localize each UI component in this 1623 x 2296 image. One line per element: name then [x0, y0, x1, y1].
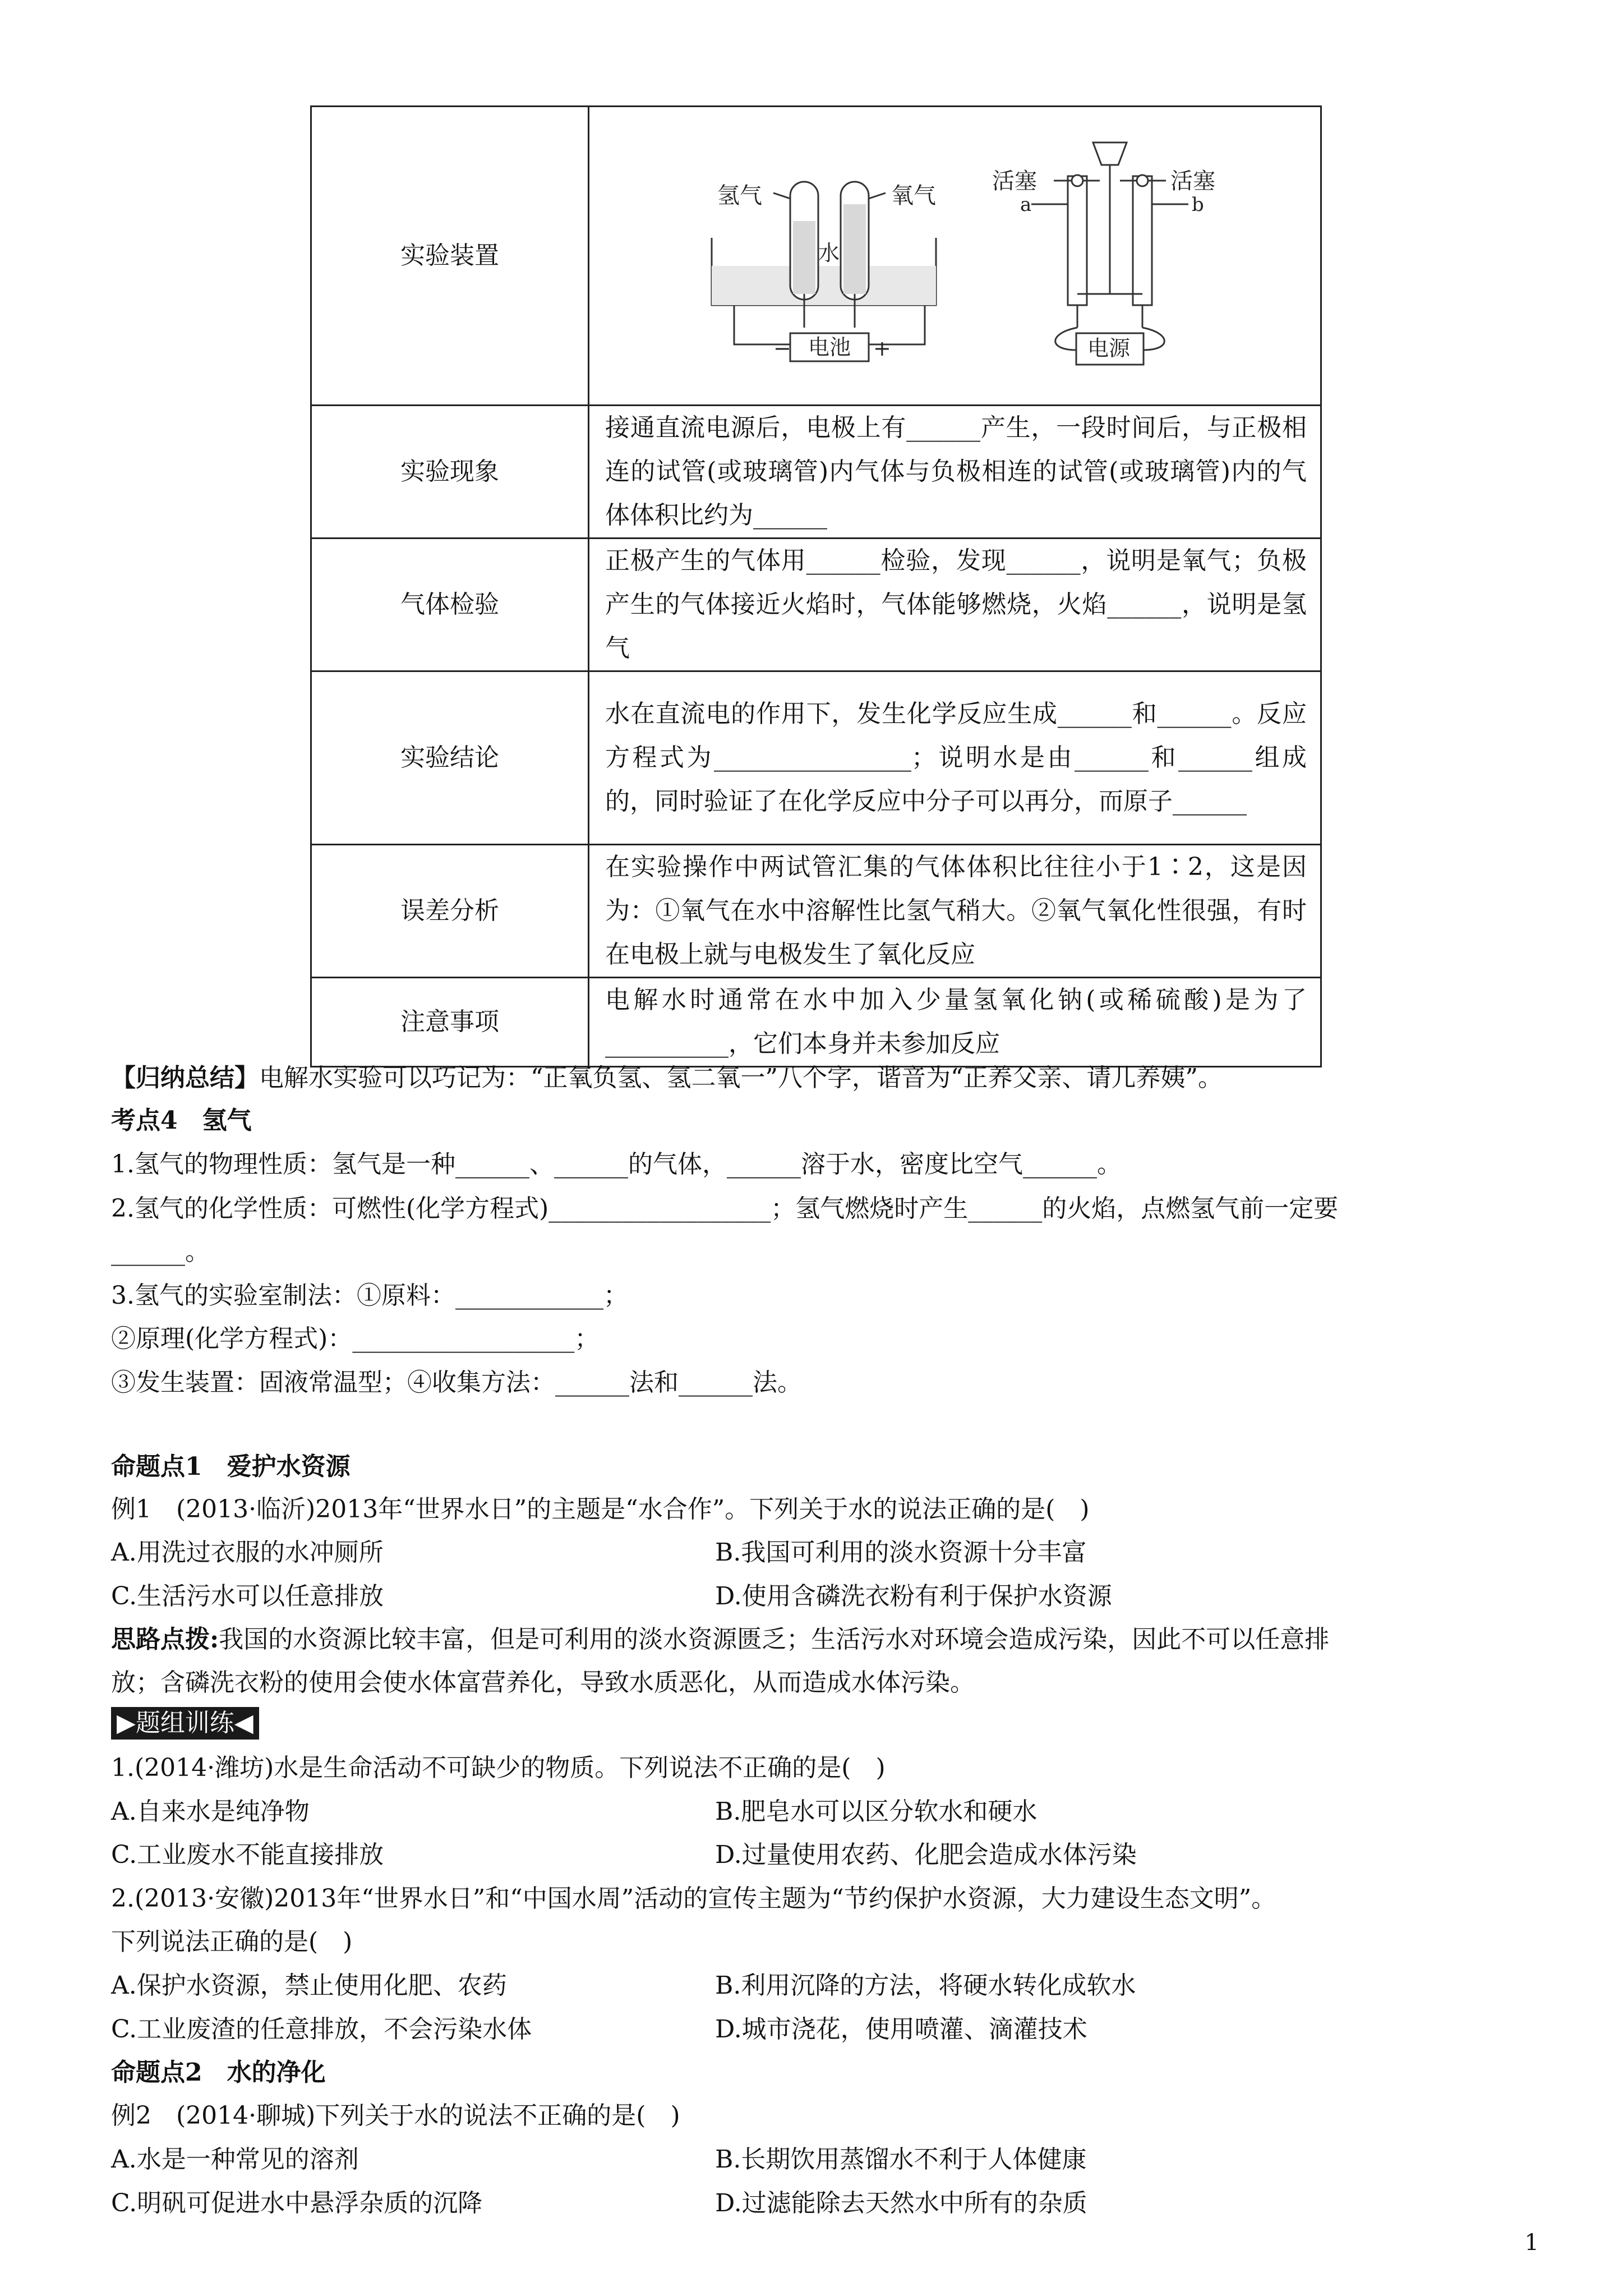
section4-line3: 3.氢气的实验室制法：①原料：____________；: [111, 1281, 628, 1310]
section4-line4: ②原理(化学方程式)：__________________；: [111, 1324, 600, 1353]
right-apparatus: [1031, 142, 1188, 365]
option: B.肥皂水可以区分软水和硬水: [715, 1797, 1038, 1826]
row-content: 在实验操作中两试管汇集的气体体积比往往小于1∶2，这是因为：①氧气在水中溶解性比氢气稍大。②氧气氧化性很强，有时在电极上就与电极发生了氧化反应: [589, 845, 1321, 978]
label-minus: −: [773, 335, 791, 361]
label-hydrogen: 氢气: [717, 182, 762, 209]
row-content: 电解水时通常在水中加入少量氢氧化钠(或稀硫酸)是为了__________，它们本身并未参加反应: [589, 978, 1321, 1067]
training-q2-line1: 2.(2013·安徽)2013年“世界水日”和“中国水周”活动的宣传主题为“节约保护水资源，大力建设生态文明”。: [111, 1884, 1276, 1913]
row-label: 注意事项: [311, 978, 589, 1067]
row-label: 气体检验: [311, 539, 589, 671]
option: C.明矾可促进水中悬浮杂质的沉降: [111, 2189, 483, 2217]
option: A.水是一种常见的溶剂: [111, 2145, 359, 2174]
row-label: 误差分析: [311, 845, 589, 978]
option: D.使用含磷洗衣粉有利于保护水资源: [715, 1582, 1112, 1611]
row-content: 接通直流电源后，电极上有______产生，一段时间后，与正极相连的试管(或玻璃管)内气体与负极相连的试管(或玻璃管)内的气体体积比约为______: [589, 406, 1321, 539]
training-badge: ▶题组训练◀: [111, 1707, 259, 1740]
section4-line2b: ______。: [111, 1237, 210, 1266]
page-number: 1: [1524, 2230, 1539, 2256]
table-row: [311, 978, 1321, 1067]
option: C.生活污水可以任意排放: [111, 1582, 384, 1611]
option: C.工业废渣的任意排放，不会污染水体: [111, 2015, 532, 2044]
section4-line2: 2.氢气的化学性质：可燃性(化学方程式)__________________；氢气燃烧时产生______的火焰，点燃氢气前一定要: [111, 1194, 1339, 1223]
topic1-title: 命题点1 爱护水资源: [111, 1452, 351, 1481]
table-row: [311, 671, 1321, 845]
option: D.城市浇花，使用喷灌、滴灌技术: [715, 2015, 1087, 2044]
label-b: b: [1192, 193, 1204, 216]
section4-line1: 1.氢气的物理性质：氢气是一种______、______的气体，______溶于水，密度比空气______。: [111, 1150, 1122, 1179]
option: B.长期饮用蒸馏水不利于人体健康: [715, 2145, 1087, 2174]
training-q2-line2: 下列说法正确的是( ): [111, 1927, 353, 1956]
topic2-example: 例2 (2014·聊城)下列关于水的说法不正确的是( ): [111, 2101, 680, 2130]
option: D.过滤能除去天然水中所有的杂质: [715, 2189, 1087, 2217]
table-row: [311, 539, 1321, 671]
option: A.自来水是纯净物: [111, 1797, 310, 1826]
row-label: 实验装置: [311, 107, 589, 406]
option: D.过量使用农药、化肥会造成水体污染: [715, 1841, 1137, 1869]
label-battery: 电池: [808, 334, 851, 360]
hint-text: 我国的水资源比较丰富，但是可利用的淡水资源匮乏；生活污水对环境会造成污染，因此不可以任意排: [219, 1625, 1330, 1654]
summary-prefix: 【归纳总结】: [111, 1064, 259, 1092]
label-power: 电源: [1087, 335, 1131, 361]
training-q1: 1.(2014·潍坊)水是生命活动不可缺少的物质。下列说法不正确的是( ): [111, 1754, 886, 1782]
option: A.保护水资源，禁止使用化肥、农药: [111, 1971, 507, 2000]
label-a: a: [1020, 193, 1032, 216]
table-row: [311, 107, 1321, 406]
topic2-title: 命题点2 水的净化: [111, 2058, 326, 2087]
label-water: 水: [818, 240, 840, 265]
row-content: 正极产生的气体用______检验，发现______，说明是氧气；负极产生的气体接近火焰时，气体能够燃烧，火焰______，说明是氢气: [589, 539, 1321, 671]
apparatus-cell: [589, 107, 1321, 406]
section4-line5: ③发生装置：固液常温型；④收集方法：______法和______法。: [111, 1368, 802, 1397]
option: A.用洗过衣服的水冲厕所: [111, 1538, 384, 1567]
label-valve-right: 活塞: [1170, 168, 1215, 194]
option: B.我国可利用的淡水资源十分丰富: [715, 1538, 1087, 1567]
row-label: 实验现象: [311, 406, 589, 539]
option: B.利用沉降的方法，将硬水转化成软水: [715, 1971, 1136, 2000]
topic1-example: 例1 (2013·临沂)2013年“世界水日”的主题是“水合作”。下列关于水的说法正确的是( ): [111, 1495, 1090, 1524]
option: C.工业废水不能直接排放: [111, 1841, 384, 1869]
hint-line2: 放；含磷洗衣粉的使用会使水体富营养化，导致水质恶化，从而造成水体污染。: [111, 1668, 975, 1697]
hint-label: 思路点拨:: [111, 1625, 219, 1654]
hint-line1: [111, 1623, 1329, 1657]
electrolysis-apparatus-figure: [605, 109, 1301, 389]
row-content: 水在直流电的作用下，发生化学反应生成______和______。反应方程式为________________；说明水是由______和______组成的，同时验证了在化学反应中分子可以再分，而原子______: [589, 671, 1321, 845]
label-plus: +: [873, 335, 891, 361]
label-valve-left: 活塞: [992, 168, 1037, 194]
summary-text: 电解水实验可以巧记为：“正氧负氢、氢二氧一”八个字，谐音为“正养父亲、请儿养姨”。: [259, 1064, 1223, 1092]
table-row: [311, 406, 1321, 539]
summary-line: [111, 1061, 1223, 1095]
experiment-table: [310, 105, 1322, 1068]
row-label: 实验结论: [311, 671, 589, 845]
section4-title: 考点4 氢气: [111, 1106, 252, 1135]
label-oxygen: 氧气: [891, 182, 936, 209]
left-apparatus: [712, 182, 936, 361]
table-row: [311, 845, 1321, 978]
